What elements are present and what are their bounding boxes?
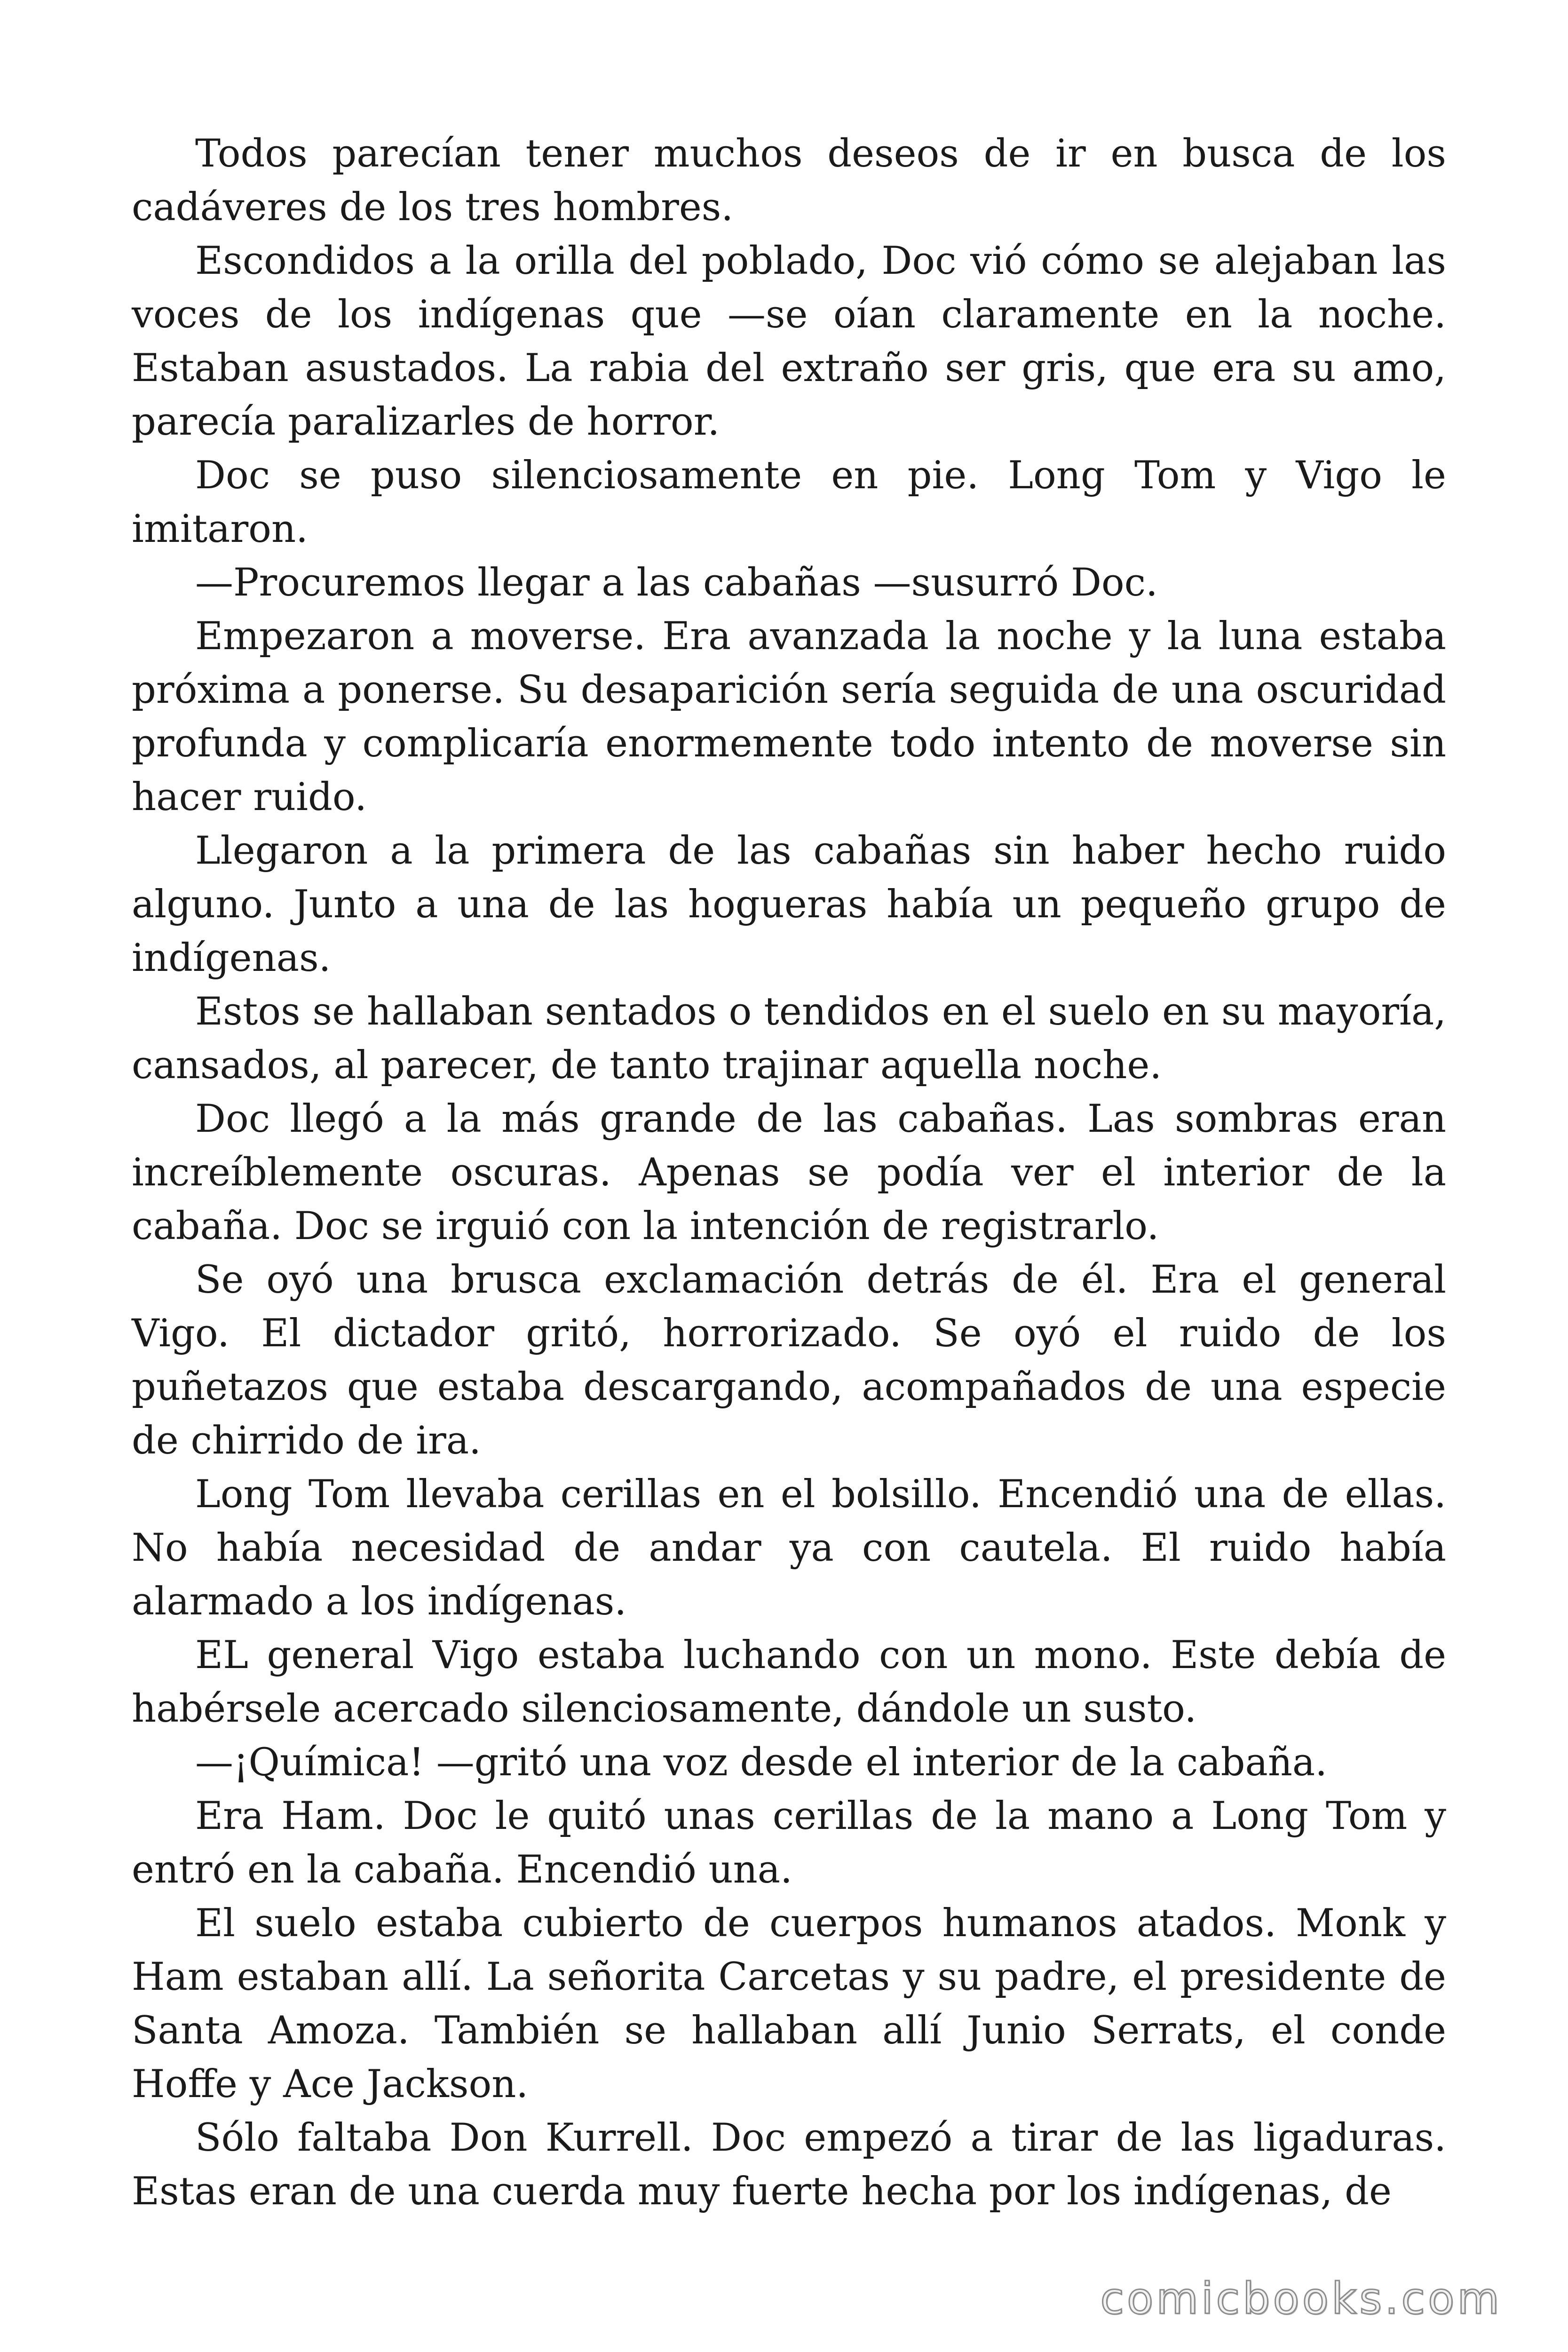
paragraph-9: Se oyó una brusca exclamación detrás de él. Era el general Vigo. El dictador gritó, horrorizado. Se oyó el ruido de los puñetazos que estaba descargando, acompañados de una especie de chirrido de ira. (132, 1258, 1446, 1463)
paragraph-13: Era Ham. Doc le quitó unas cerillas de la mano a Long Tom y entró en la cabaña. Encendió una. (132, 1794, 1446, 1892)
paragraph-10: Long Tom llevaba cerillas en el bolsillo. Encendió una de ellas. No había necesidad de andar ya con cautela. El ruido había alarmado a los indígenas. (132, 1472, 1446, 1624)
paragraph-8: Doc llegó a la más grande de las cabañas. Las sombras eran increíblemente oscuras. Apenas se podía ver el interior de la cabaña. Doc se irguió con la intención de registrarlo. (132, 1097, 1446, 1248)
paragraph-15: Sólo faltaba Don Kurrell. Doc empezó a tirar de las ligaduras. Estas eran de una cuerda muy fuerte hecha por los indígenas, de (132, 2116, 1446, 2214)
paragraph-5: Empezaron a moverse. Era avanzada la noche y la luna estaba próxima a ponerse. Su desaparición sería seguida de una oscuridad profunda y complicaría enormemente todo intento de moverse sin hacer ruido. (132, 614, 1446, 819)
paragraph-2: Escondidos a la orilla del poblado, Doc vió cómo se alejaban las voces de los indígenas que —se oían claramente en la noche. Estaban asustados. La rabia del extraño ser gris, que era su amo, parecía paralizarles de horror. (132, 239, 1446, 444)
watermark-logo: comicbooks.com (1100, 2273, 1502, 2324)
paragraph-3: Doc se puso silenciosamente en pie. Long Tom y Vigo le imitaron. (132, 453, 1446, 551)
paragraph-1: Todos parecían tener muchos deseos de ir en busca de los cadáveres de los tres hombres. (132, 132, 1446, 230)
book-page-text (132, 127, 1446, 2218)
paragraph-12: —¡Química! —gritó una voz desde el interior de la cabaña. (195, 1740, 1327, 1785)
paragraph-14: El suelo estaba cubierto de cuerpos humanos atados. Monk y Ham estaban allí. La señorita Carcetas y su padre, el presidente de Santa Amoza. También se hallaban allí Junio Serrats, el conde Hoffe y Ace Jackson. (132, 1901, 1446, 2106)
paragraph-6: Llegaron a la primera de las cabañas sin haber hecho ruido alguno. Junto a una de las hogueras había un pequeño grupo de indígenas. (132, 829, 1446, 980)
paragraph-11: EL general Vigo estaba luchando con un mono. Este debía de habérsele acercado silenciosamente, dándole un susto. (132, 1633, 1446, 1731)
paragraph-4: —Procuremos llegar a las cabañas —susurró Doc. (195, 561, 1158, 605)
paragraph-7: Estos se hallaban sentados o tendidos en el suelo en su mayoría, cansados, al parecer, de tanto trajinar aquella noche. (132, 990, 1446, 1088)
